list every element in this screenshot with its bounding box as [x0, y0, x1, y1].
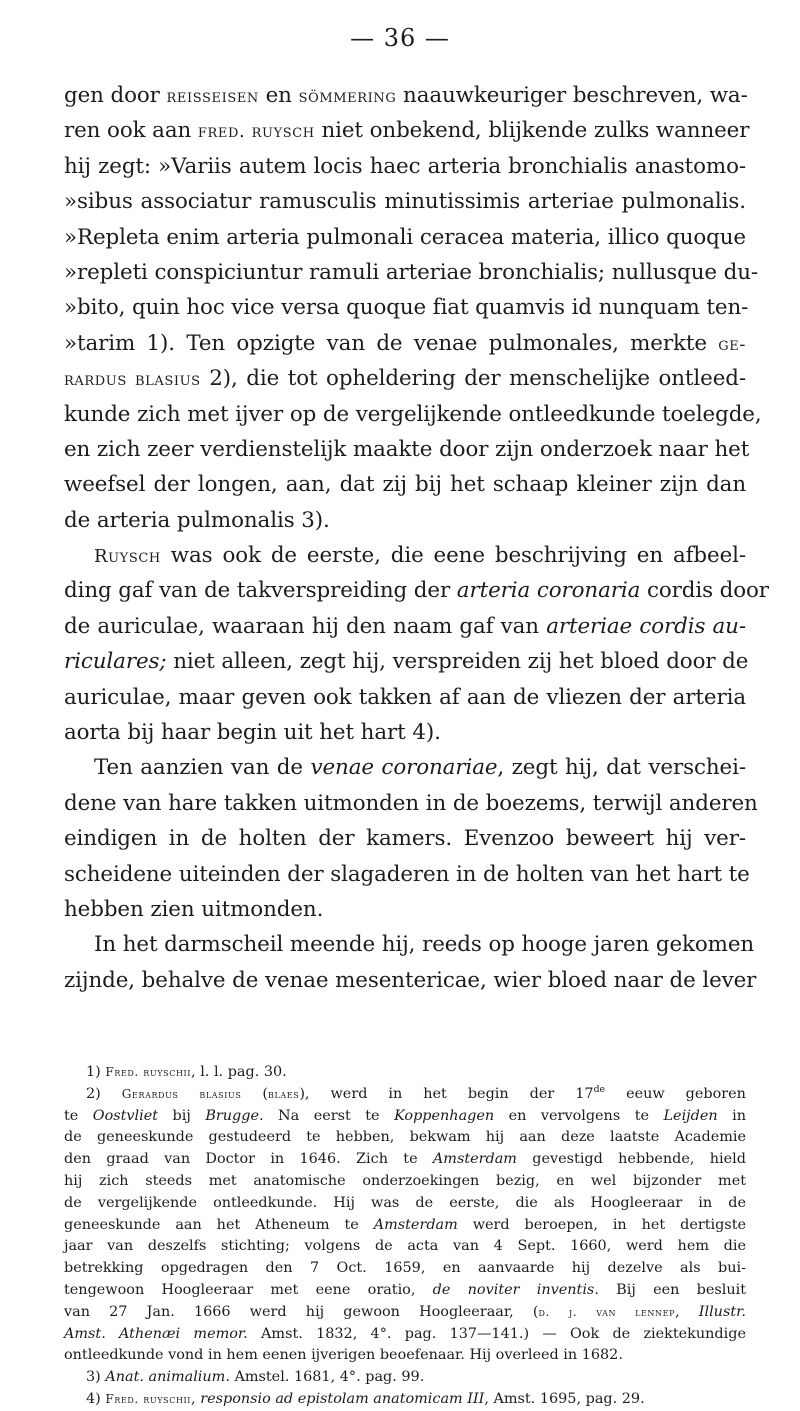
text-line: eindigen in de holten der kamers. Evenzoo beweert hij ver- — [64, 826, 746, 852]
footnote-line: ontleedkunde vond in hem eenen ijverigen beoefenaar. Hij overleed in 1682. — [64, 1347, 623, 1364]
footnote-line: tengewoon Hoogleeraar met eene oratio, de noviter inventis. Bij een besluit — [64, 1281, 746, 1298]
text-line: weefsel der longen, aan, dat zij bij het schaap kleiner zijn dan — [64, 472, 746, 498]
text-line: ding gaf van de takverspreiding der arteria coronaria cordis door — [64, 578, 769, 604]
text-line: Ten aanzien van de venae coronariae, zegt hij, dat verschei- — [94, 755, 746, 781]
text-line: »tarim 1). Ten opzigte van de venae pulmonales, merkte ge- — [64, 330, 746, 356]
footnote-line: van 27 Jan. 1666 werd hij gewoon Hoogleeraar, (d. j. van lennep, Illustr. — [64, 1303, 746, 1320]
text-line: de arteria pulmonalis 3). — [64, 507, 330, 533]
text-line: hebben zien uitmonden. — [64, 896, 324, 922]
text-line: »repleti conspiciuntur ramuli arteriae bronchialis; nullusque du- — [64, 259, 759, 285]
text-line: ren ook aan fred. ruysch niet onbekend, blijkende zulks wanneer — [64, 118, 750, 144]
text-line: dene van hare takken uitmonden in de boezems, terwijl anderen — [64, 790, 758, 816]
text-line: de auriculae, waaraan hij den naam gaf van arteriae cordis au- — [64, 613, 746, 639]
footnote-line: de geneeskunde gestudeerd te hebben, bekwam hij aan deze laatste Academie — [64, 1129, 746, 1146]
footnote-1: 1) Fred. ruyschii, l. l. pag. 30. — [86, 1064, 287, 1080]
page-number: — 36 — — [350, 24, 450, 52]
text-line: auriculae, maar geven ook takken af aan de vliezen der arteria — [64, 684, 746, 710]
text-line: zijnde, behalve de venae mesentericae, wier bloed naar de lever — [64, 967, 757, 993]
text-line: Ruysch was ook de eerste, die eene beschrijving en afbeel- — [94, 543, 746, 569]
footnote-line: de vergelijkende ontleedkunde. Hij was de eerste, die als Hoogleeraar in de — [64, 1194, 746, 1211]
text-line: rardus blasius 2), die tot opheldering der menschelijke ontleed- — [64, 366, 746, 392]
footnote-3: 3) Anat. animalium. Amstel. 1681, 4°. pag. 99. — [86, 1369, 425, 1386]
footnote-line: den graad van Doctor in 1646. Zich te Amsterdam gevestigd hebbende, hield — [64, 1151, 746, 1168]
footnote-4: 4) Fred. ruyschii, responsio ad epistolam anatomicam III, Amst. 1695, pag. 29. — [86, 1390, 645, 1407]
text-line: en zich zeer verdienstelijk maakte door zijn onderzoek naar het — [64, 436, 750, 462]
text-line: hij zegt: »Variis autem locis haec arteria bronchialis anastomo- — [64, 153, 746, 179]
footnote-line: Amst. Athenæi memor. Amst. 1832, 4°. pag. 137—141.) — Ook de ziektekundige — [64, 1325, 746, 1342]
text-line: aorta bij haar begin uit het hart 4). — [64, 720, 441, 746]
footnotes — [64, 1062, 746, 1411]
text-line: »bito, quin hoc vice versa quoque fiat quamvis id nunquam ten- — [64, 295, 749, 321]
body-text — [64, 78, 769, 998]
footnote-line: te Oostvliet bij Brugge. Na eerst te Koppenhagen en vervolgens te Leijden in — [64, 1107, 746, 1124]
footnote-line: hij zich steeds met anatomische onderzoekingen bezig, en wel bijzonder met — [64, 1172, 746, 1189]
text-line: riculares; niet alleen, zegt hij, verspreiden zij het bloed door de — [64, 649, 749, 675]
footnote-line: geneeskunde aan het Atheneum te Amsterdam werd beroepen, in het dertigste — [64, 1216, 746, 1233]
footnote-2: 2) Gerardus blasius (blaes), werd in het begin der 17de eeuw geboren — [86, 1084, 746, 1102]
text-line: »sibus associatur ramusculis minutissimis arteriae pulmonalis. — [64, 189, 746, 215]
text-line: »Repleta enim arteria pulmonali ceracea materia, illico quoque — [64, 224, 746, 250]
text-line: gen door reisseisen en sömmering naauwkeuriger beschreven, wa- — [64, 83, 748, 108]
text-line: kunde zich met ijver op de vergelijkende ontleedkunde toelegde, — [64, 401, 762, 427]
footnote-line: betrekking opgedragen den 7 Oct. 1659, en aanvaarde hij dezelve als bui- — [64, 1260, 746, 1277]
footnote-line: jaar van deszelfs stichting; volgens de acta van 4 Sept. 1660, werd hem die — [64, 1238, 746, 1255]
text-line: scheidene uiteinden der slagaderen in de holten van het hart te — [64, 861, 750, 887]
text-line: In het darmscheil meende hij, reeds op hooge jaren gekomen — [94, 932, 755, 958]
